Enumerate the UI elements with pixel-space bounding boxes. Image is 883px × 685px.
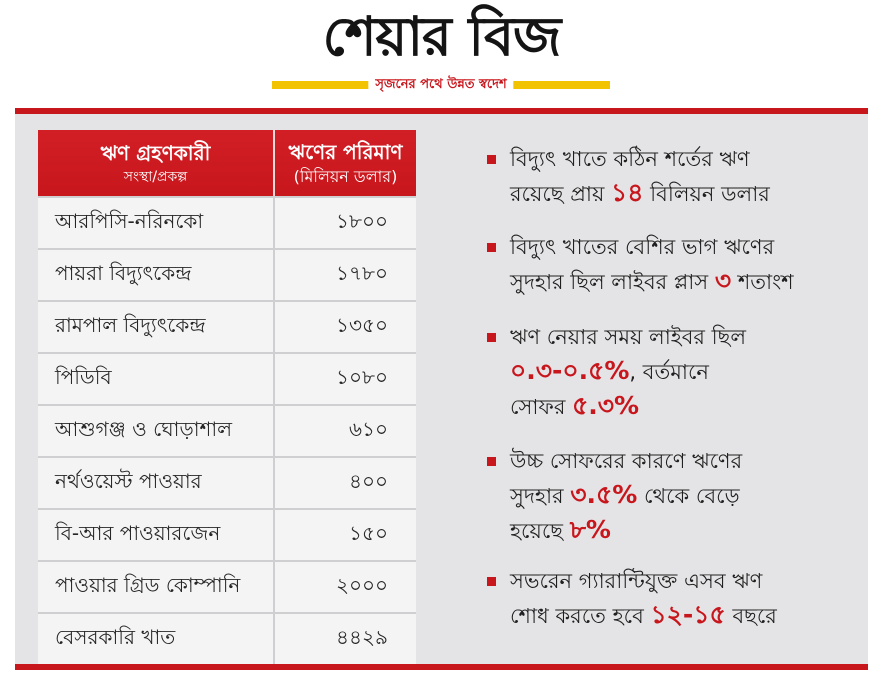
- table-row: [38, 508, 416, 560]
- amount-cell: ১০৮০: [336, 364, 388, 389]
- highlight-run: হয়েছে: [510, 519, 564, 543]
- highlight-run: সুদহার: [510, 484, 564, 508]
- tagline: সৃজনের পথে উন্নত স্বদেশ: [368, 77, 513, 93]
- table-header: [38, 130, 416, 196]
- highlight-figure: ১২-১৫: [650, 600, 726, 629]
- highlight-text: [510, 231, 868, 299]
- highlight-run: বিদ্যুৎ খাতে কঠিন শর্তের ঋণ: [510, 147, 750, 171]
- highlight-run: থেকে বেড়ে: [644, 484, 740, 508]
- highlight-run: বিদ্যুৎ খাতের বেশির ভাগ ঋণের: [510, 235, 775, 259]
- highlight-item: [487, 565, 868, 633]
- column-header-amount: [275, 130, 416, 196]
- borrower-cell: আরপিসি-নরিনকো: [38, 198, 275, 248]
- highlight-figure: ৫.৩%: [572, 391, 640, 420]
- highlight-figure: ০.৩-০.৫%: [510, 356, 630, 385]
- borrower-cell: পায়রা বিদ্যুৎকেন্দ্র: [38, 250, 275, 300]
- highlight-figure: ৮%: [569, 515, 611, 544]
- content-panel: [15, 114, 868, 664]
- column-header-amount-label: ঋণের পরিমাণ: [288, 140, 403, 164]
- highlight-text: [510, 565, 868, 633]
- highlight-item: [487, 143, 868, 211]
- amount-cell: ১৩৫০: [336, 312, 388, 337]
- borrower-cell: রামপাল বিদ্যুৎকেন্দ্র: [38, 302, 275, 352]
- borrower-cell: নর্থওয়েস্ট পাওয়ার: [38, 458, 275, 508]
- amount-cell: ১৮০০: [336, 208, 388, 233]
- table-row: [38, 456, 416, 508]
- table-row: [38, 560, 416, 612]
- borrower-cell: পিডিবি: [38, 354, 275, 404]
- highlight-figure: ১৪: [611, 178, 644, 207]
- amount-cell: ৬১০: [349, 416, 388, 441]
- highlight-run: , বর্তমানে: [629, 360, 709, 384]
- table-row: [38, 300, 416, 352]
- highlight-run: উচ্চ সোফরের কারণে ঋণের: [510, 449, 743, 473]
- column-header-borrower: [38, 130, 275, 196]
- square-bullet-icon: [487, 333, 496, 342]
- highlight-run: বিলিয়ন ডলার: [650, 182, 770, 206]
- column-header-borrower-label: ঋণ গ্রহণকারী: [100, 141, 211, 165]
- square-bullet-icon: [487, 577, 496, 586]
- highlight-figure: ৩.৫%: [570, 480, 638, 509]
- highlight-run: ঋণ নেয়ার সময় লাইবর ছিল: [510, 325, 747, 349]
- highlight-run: রয়েছে প্রায়: [510, 182, 605, 206]
- bottom-red-rule: [15, 664, 868, 670]
- table-row: [38, 612, 416, 664]
- table-row: [38, 352, 416, 404]
- highlight-run: বছরে: [732, 604, 777, 628]
- amount-cell: ১৫০: [349, 520, 388, 545]
- amount-cell: ১৭৮০: [336, 260, 388, 285]
- highlight-figure: ৩: [714, 266, 732, 295]
- highlight-run: সভরেন গ্যারান্টিযুক্ত এসব ঋণ: [510, 569, 763, 593]
- amount-cell: ২০০০: [335, 572, 388, 597]
- highlight-run: সোফর: [510, 395, 566, 419]
- highlight-run: শতাংশ: [737, 270, 794, 294]
- highlight-item: [487, 445, 868, 548]
- square-bullet-icon: [487, 457, 496, 466]
- newspaper-logo: শেয়ার বিজ: [322, 5, 561, 68]
- highlight-text: [510, 445, 868, 548]
- tagline-banner: [272, 77, 610, 93]
- highlight-run: সুদহার ছিল লাইবর প্লাস: [510, 270, 709, 294]
- square-bullet-icon: [487, 243, 496, 252]
- highlight-text: [510, 321, 868, 424]
- column-header-amount-unit: (মিলিয়ন ডলার): [293, 167, 398, 186]
- amount-cell: ৪৪২৯: [336, 624, 388, 649]
- borrower-cell: বেসরকারি খাত: [38, 614, 275, 664]
- highlight-item: [487, 231, 868, 299]
- amount-cell: ৪০০: [349, 468, 388, 493]
- highlight-run: শোধ করতে হবে: [510, 604, 644, 628]
- borrower-cell: আশুগঞ্জ ও ঘোড়াশাল: [38, 406, 275, 456]
- highlight-text: [510, 143, 868, 211]
- table-row: [38, 248, 416, 300]
- column-header-borrower-sublabel: সংস্থা/প্রকল্প: [123, 169, 188, 185]
- loan-table: [38, 130, 416, 664]
- table-row: [38, 196, 416, 248]
- square-bullet-icon: [487, 155, 496, 164]
- table-row: [38, 404, 416, 456]
- borrower-cell: পাওয়ার গ্রিড কোম্পানি: [38, 562, 275, 612]
- masthead: [0, 0, 883, 100]
- borrower-cell: বি-আর পাওয়ারজেন: [38, 510, 275, 560]
- highlight-item: [487, 321, 868, 424]
